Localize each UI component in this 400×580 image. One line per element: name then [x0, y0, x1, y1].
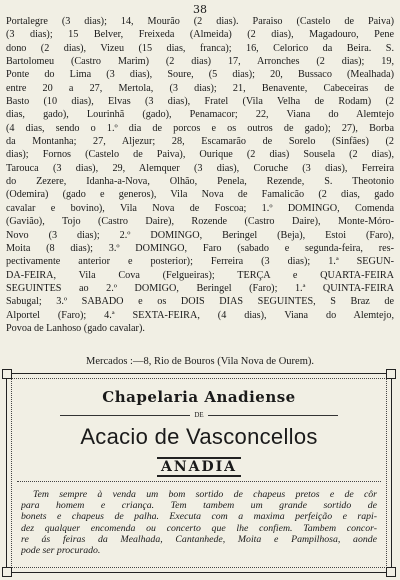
text-line: SEGUINTES ao 2.º DOMIGO, Beringel (Faro); 1.ª QUINTA-FEIRA: [6, 282, 394, 294]
town-name: ANADIA: [157, 457, 241, 477]
text-line: cavalar e bovino), Vila Nova de Foscoa; 1.º DOMINGO, Comenda: [6, 202, 394, 214]
text-line: entre 20 a 27, Mertola, (3 dias); 21, Benavente, Cabeceiras de: [6, 82, 394, 94]
text-line: dias); Fornos (Castelo de Paiva), Ourique (2 dias) Sousela (2 dias),: [6, 149, 394, 161]
rule-left: [60, 415, 190, 416]
corner-ornament: [386, 369, 396, 379]
ad-text-line: Tem sempre à venda um bom sortido de chapeus pretos e de côr: [33, 489, 377, 500]
de-separator: [7, 411, 391, 419]
advertisement-box: [6, 373, 392, 573]
text-line: Moita (8 dias); 3.º DOMINGO, Faro (sabado e segunda-feira, res-: [6, 242, 394, 254]
shop-name: Chapelaria Anadiense: [102, 388, 296, 406]
text-line: (Odemira) (gado e generos), Vila Nova de Famalicão (2 dias, gado: [6, 189, 394, 201]
text-line: Basto (10 dias), Elvas (3 dias), Fratel (Vila Velha de Rodam) (2: [6, 96, 394, 108]
text-line: Novo (3 dias); 2.º DOMINGO, Beringel (Beja), Estoi (Faro),: [6, 229, 394, 241]
corner-ornament: [2, 369, 12, 379]
page-number: 38: [193, 3, 207, 16]
ad-text-line: pode ser procurado.: [21, 545, 101, 557]
town-banner: [7, 456, 391, 475]
ad-text-line: bonets e chapeus de palha. Executa com a maxima perfeição e rapi-: [21, 511, 377, 523]
de-label: DE: [194, 411, 204, 419]
corner-ornament: [2, 567, 12, 577]
rule-right: [208, 415, 338, 416]
ad-text-line: re ás feiras da Mealhada, Cantanhede, Moita e Pampilhosa, aonde: [21, 533, 377, 545]
markets-line: Mercados :—8, Rio de Bouros (Vila Nova de Ourem).: [86, 356, 314, 367]
text-line: dono (2 dias), Vizeu (15 dias, franca); 16, Celorico da Beira. S.: [6, 42, 394, 54]
text-line: Sabugal; 3.º SABADO e os DOIS DIAS SEGUINTES, S Braz de: [6, 296, 394, 308]
corner-ornament: [386, 567, 396, 577]
dotted-divider: [17, 481, 381, 482]
proprietor-name: Acacio de Vasconcellos: [80, 424, 318, 449]
text-line: da Montanha; 27, Aljezur; 28, Escamarão de Sorelo (Sinfães) (2: [6, 136, 394, 148]
text-line: Povoa de Lanhoso (gado cavalar).: [6, 322, 145, 334]
text-line: Ponte do Lima (3 dias), Soure, (5 dias); 20, Bussaco (Mealhada): [6, 69, 394, 81]
text-line: DA-FEIRA, Vila Cova (Felgueiras); TERÇA e QUARTA-FEIRA: [6, 269, 394, 281]
text-line: Bartolomeu (Castro Marim) (2 dias) 17, Arronches (2 dias); 19,: [6, 56, 394, 68]
text-line: (Gavião), Tojo (Castro Daire), Rozende (Castro Daire), Monte-Móro-: [6, 216, 394, 228]
text-line: Alportel (Faro); 4.ª SEXTA-FEIRA, (4 dias), Viana do Alemtejo,: [6, 309, 394, 321]
text-line: Tarouca (3 dias), 29, Alemquer (3 dias), Coruche (3 dias), Ferreira: [6, 162, 394, 174]
text-line: (4 dias, sendo o 1.º dia de porcos e os outros de gado); 27), Borba: [6, 122, 394, 134]
ad-text-line: para homem e criança. Tem tambem um grande sortido de: [21, 500, 377, 512]
ad-text-line: dez qualquer encomenda ou concerto que lhe confiem. Tambem concor-: [21, 522, 377, 534]
text-line: (3 dias); 15 Belver, Freixeda (Almeida) (2 dias), Magadouro, Pene: [6, 29, 394, 41]
fairs-listing: [6, 15, 394, 335]
text-line: pectivamente anterior e posterior); Ferreira (3 dias); 1.ª SEGUN-: [6, 256, 394, 268]
text-line: dias, gado), Lourinhã (gado), Penamacor; 22, Viana do Alemtejo: [6, 109, 394, 121]
advertisement-text: [21, 489, 377, 556]
text-line: do Zezere, Idanha-a-Nova, Olhão, Penela, Rezende, S. Theotonio: [6, 176, 394, 188]
text-line: Portalegre (3 dias); 14, Mourão (2 dias). Paraiso (Castelo de Paiva): [6, 16, 394, 27]
